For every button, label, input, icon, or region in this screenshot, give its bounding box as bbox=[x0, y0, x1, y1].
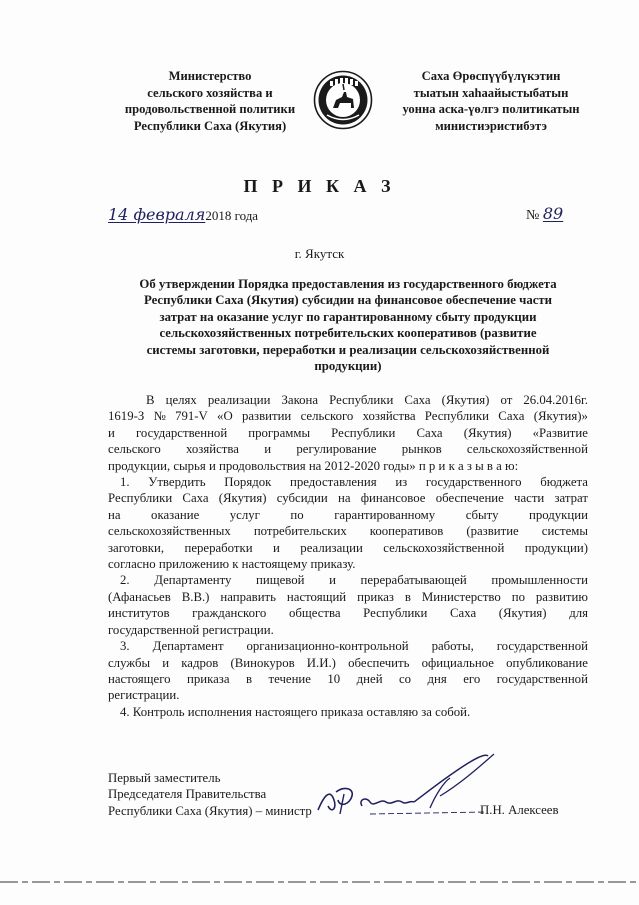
preamble-line: сельского хозяйства и регулирование рынков сельскохозяйственной bbox=[108, 442, 588, 457]
header-right-line: министиэристибэтэ bbox=[435, 118, 547, 133]
number-sign: № bbox=[526, 208, 540, 223]
item-line: государственной регистрации. bbox=[108, 622, 274, 637]
item-line: 2. Департаменту пищевой и перерабатывающей промышленности bbox=[120, 573, 588, 588]
preamble-line: и государственной программы Республики Саха (Якутия) «Развитие bbox=[108, 425, 588, 440]
header-right-line: Саха Өрөспүүбүлүкэтин bbox=[421, 69, 561, 83]
item-line: службы и кадров (Винокуров И.И.) обеспечить официальное опубликование bbox=[108, 655, 588, 670]
document-title: П Р И К А З bbox=[243, 176, 396, 196]
printed-year: 2018 года bbox=[205, 208, 259, 223]
item-line: Республики Саха (Якутия) субсидии на финансовое обеспечение части затрат bbox=[108, 491, 588, 506]
order-item-1 bbox=[108, 474, 588, 572]
order-item-3 bbox=[108, 638, 588, 704]
preamble bbox=[108, 392, 588, 474]
subject-line: затрат на оказание услуг по гарантированному сбыту продукции bbox=[159, 309, 537, 324]
header-right-line: тыатын хаһаайыстыбатын bbox=[413, 85, 569, 100]
subject-line: продукции) bbox=[314, 359, 382, 374]
ministry-name-russian bbox=[110, 68, 310, 134]
item-line: сельскохозяйственных потребительских кооперативов (развитие системы bbox=[108, 524, 588, 539]
item-line: регистрации. bbox=[108, 688, 180, 703]
header-left-line: сельского хозяйства и bbox=[147, 85, 273, 100]
order-number bbox=[526, 204, 563, 224]
subject-line: сельскохозяйственных потребительских кооперативов (развитие bbox=[159, 326, 537, 341]
order-body bbox=[108, 392, 588, 720]
item-line: настоящего приказа в течение 10 дней со дня его государственной bbox=[108, 671, 588, 686]
item-line: (Афанасьев В.В.) направить настоящий приказ в Министерство по развитию bbox=[108, 589, 588, 604]
order-item-4: 4. Контроль исполнения настоящего приказа оставляю за собой. bbox=[120, 704, 471, 719]
item-line: заготовки, переработки и реализации сельскохозяйственной продукции) bbox=[108, 540, 588, 555]
ministry-name-sakha bbox=[376, 68, 606, 134]
order-date bbox=[108, 205, 258, 224]
header-right-line: уонна аска-үөлгэ политикатын bbox=[402, 102, 580, 116]
preamble-line: 1619-З № 791-V «О развитии сельского хозяйства Республики Саха (Якутия)» bbox=[108, 409, 588, 424]
preamble-line: В целях реализации Закона Республики Саха (Якутия) от 26.04.2016г. bbox=[146, 393, 588, 407]
header-left-line: продовольственной политики bbox=[124, 102, 296, 116]
item-line: институтов гражданского общества Республики Саха (Якутия) для bbox=[108, 606, 588, 621]
bottom-edge-rule bbox=[0, 880, 639, 884]
handwritten-number: 89 bbox=[542, 204, 564, 223]
order-item-2 bbox=[108, 572, 588, 638]
order-subject bbox=[108, 276, 588, 374]
signatory-line: Председателя Правительства bbox=[108, 787, 267, 802]
item-line: 1. Утвердить Порядок предоставления из государственного бюджета bbox=[120, 475, 588, 490]
signatory-name: П.Н. Алексеев bbox=[480, 803, 559, 817]
city-name: г. Якутск bbox=[294, 246, 345, 261]
subject-line: Об утверждении Порядка предоставления из государственного бюджета bbox=[139, 277, 557, 291]
item-line: 3. Департамент организационно-контрольной работы, государственной bbox=[120, 639, 588, 654]
subject-line: Республики Саха (Якутия) субсидии на финансовое обеспечение части bbox=[143, 293, 553, 308]
signatory-line: Первый заместитель bbox=[108, 771, 221, 785]
signatory-title bbox=[108, 770, 312, 819]
item-line: на оказание услуг по гарантированному сбыту продукции bbox=[108, 507, 588, 522]
item-line: согласно приложению к настоящему приказу. bbox=[108, 557, 356, 572]
handwritten-date: 14 февраля bbox=[108, 205, 206, 224]
subject-line: системы заготовки, переработки и реализации сельскохозяйственной bbox=[146, 342, 550, 357]
header-left-line: Республики Саха (Якутия) bbox=[133, 118, 287, 133]
sakha-coat-of-arms-icon bbox=[313, 70, 373, 130]
signatory-line: Республики Саха (Якутия) – министр bbox=[108, 803, 312, 818]
header-left-line: Министерство bbox=[168, 69, 252, 83]
preamble-line: продукции, сырья и продовольствия на 2012-2020 годы» п р и к а з ы в а ю: bbox=[108, 458, 519, 473]
